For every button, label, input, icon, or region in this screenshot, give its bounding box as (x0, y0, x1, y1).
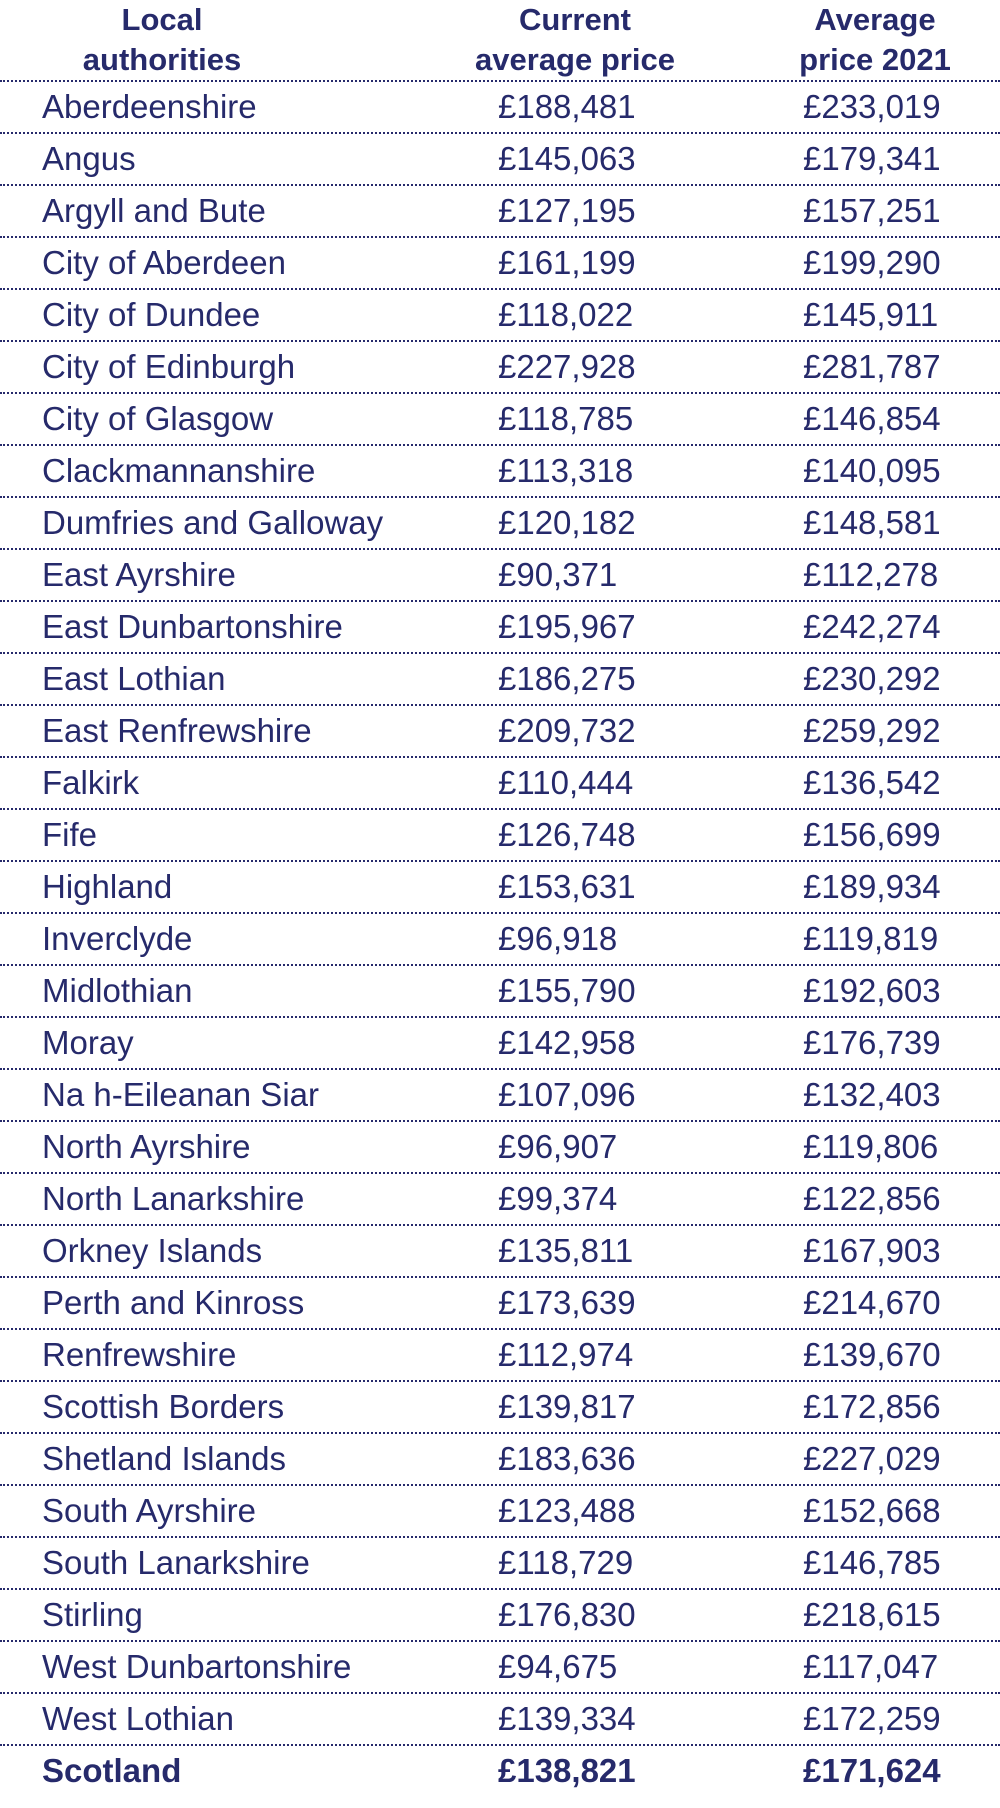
table-row (0, 1226, 1000, 1278)
table-row (0, 1278, 1000, 1330)
price-2021-cell: £119,819 (803, 920, 939, 957)
table-row (0, 1694, 1000, 1746)
price-2021-cell: £192,603 (803, 972, 941, 1009)
header-line: Average (814, 2, 936, 37)
authority-cell: West Dunbartonshire (42, 1648, 352, 1685)
table-total-row (0, 1746, 1000, 1796)
price-2021-cell: £199,290 (803, 244, 941, 281)
table-row (0, 82, 1000, 134)
table-row (0, 1122, 1000, 1174)
authority-cell: North Lanarkshire (42, 1180, 305, 1217)
table-row (0, 862, 1000, 914)
header-line: Current (519, 2, 631, 37)
current-price-cell: £145,063 (498, 140, 636, 177)
current-price-cell: £123,488 (498, 1492, 636, 1529)
price-2021-cell: £152,668 (803, 1492, 941, 1529)
table-row (0, 134, 1000, 186)
price-2021-cell: £117,047 (803, 1648, 939, 1685)
current-price-cell: £118,785 (498, 400, 634, 437)
current-price-cell: £135,811 (498, 1232, 634, 1269)
current-price-cell: £155,790 (498, 972, 636, 1009)
current-price-cell: £126,748 (498, 816, 636, 853)
table-row (0, 1590, 1000, 1642)
current-price-cell: £188,481 (498, 88, 636, 125)
current-price-cell: £227,928 (498, 348, 636, 385)
price-2021-cell: £146,854 (803, 400, 941, 437)
table-row (0, 446, 1000, 498)
table-row (0, 914, 1000, 966)
price-2021-cell: £230,292 (803, 660, 941, 697)
table-row (0, 1018, 1000, 1070)
table-row (0, 394, 1000, 446)
table-row (0, 706, 1000, 758)
authority-cell: Midlothian (42, 972, 193, 1009)
price-2021-cell: £157,251 (803, 192, 941, 229)
authority-cell: South Ayrshire (42, 1492, 257, 1529)
table-row (0, 810, 1000, 862)
price-2021-cell: £172,259 (803, 1700, 941, 1737)
table-row (0, 1538, 1000, 1590)
table-row (0, 966, 1000, 1018)
table-row (0, 654, 1000, 706)
price-2021-cell: £214,670 (803, 1284, 941, 1321)
price-2021-cell: £227,029 (803, 1440, 941, 1477)
table-row (0, 1070, 1000, 1122)
authority-cell: Orkney Islands (42, 1232, 263, 1269)
authority-cell: Stirling (42, 1596, 143, 1633)
authority-cell: City of Edinburgh (42, 348, 296, 385)
header-line: average price (475, 42, 675, 77)
price-2021-cell: £172,856 (803, 1388, 941, 1425)
authority-cell: West Lothian (42, 1700, 235, 1737)
price-2021-cell: £145,911 (803, 296, 939, 333)
table-row (0, 602, 1000, 654)
authority-cell: East Lothian (42, 660, 226, 697)
header-current-average-price (455, 0, 695, 80)
authority-cell: Clackmannanshire (42, 452, 316, 489)
current-price-cell: £127,195 (498, 192, 636, 229)
current-price-cell: £195,967 (498, 608, 636, 645)
current-price-cell: £173,639 (498, 1284, 636, 1321)
price-2021-cell: £259,292 (803, 712, 941, 749)
authority-cell: Perth and Kinross (42, 1284, 305, 1321)
table-row (0, 1330, 1000, 1382)
current-price-cell: £161,199 (498, 244, 636, 281)
price-2021-cell: £132,403 (803, 1076, 941, 1113)
current-price-cell: £120,182 (498, 504, 636, 541)
table-body (0, 82, 1000, 1796)
table-row (0, 758, 1000, 810)
authority-cell: Highland (42, 868, 173, 905)
price-2021-cell: £281,787 (803, 348, 941, 385)
table-row (0, 498, 1000, 550)
header-local-authorities (42, 0, 282, 80)
authority-cell: Moray (42, 1024, 134, 1061)
price-2021-cell: £179,341 (803, 140, 941, 177)
authority-cell: Aberdeenshire (42, 88, 257, 125)
table-row (0, 550, 1000, 602)
authority-cell: Dumfries and Galloway (42, 504, 384, 541)
current-price-cell: £183,636 (498, 1440, 636, 1477)
authority-cell: Inverclyde (42, 920, 193, 957)
authority-cell: Falkirk (42, 764, 140, 801)
table-row (0, 1486, 1000, 1538)
price-2021-cell: £146,785 (803, 1544, 941, 1581)
price-2021-cell: £167,903 (803, 1232, 941, 1269)
table-row (0, 1434, 1000, 1486)
authority-cell: Angus (42, 140, 136, 177)
price-2021-cell: £171,624 (803, 1752, 941, 1789)
authority-cell: Argyll and Bute (42, 192, 266, 229)
current-price-cell: £153,631 (498, 868, 636, 905)
current-price-cell: £107,096 (498, 1076, 636, 1113)
table-row (0, 1642, 1000, 1694)
table-header (0, 0, 1000, 82)
price-2021-cell: £140,095 (803, 452, 941, 489)
authority-cell: Scotland (42, 1752, 182, 1789)
current-price-cell: £138,821 (498, 1752, 636, 1789)
current-price-cell: £113,318 (498, 452, 634, 489)
price-2021-cell: £148,581 (803, 504, 941, 541)
price-2021-cell: £156,699 (803, 816, 941, 853)
current-price-cell: £118,729 (498, 1544, 634, 1581)
table-row (0, 186, 1000, 238)
price-2021-cell: £218,615 (803, 1596, 941, 1633)
authority-cell: East Renfrewshire (42, 712, 312, 749)
current-price-cell: £90,371 (498, 556, 618, 593)
current-price-cell: £96,918 (498, 920, 618, 957)
table-row (0, 1174, 1000, 1226)
authority-cell: City of Aberdeen (42, 244, 286, 281)
price-2021-cell: £139,670 (803, 1336, 941, 1373)
current-price-cell: £186,275 (498, 660, 636, 697)
authority-cell: Na h-Eileanan Siar (42, 1076, 319, 1113)
price-2021-cell: £136,542 (803, 764, 941, 801)
current-price-cell: £176,830 (498, 1596, 636, 1633)
authority-cell: North Ayrshire (42, 1128, 251, 1165)
current-price-cell: £99,374 (498, 1180, 618, 1217)
authority-cell: East Ayrshire (42, 556, 236, 593)
table-row (0, 290, 1000, 342)
table-row (0, 1382, 1000, 1434)
table-row (0, 238, 1000, 290)
authority-cell: City of Glasgow (42, 400, 274, 437)
header-line: authorities (82, 42, 242, 77)
table-row (0, 342, 1000, 394)
current-price-cell: £139,817 (498, 1388, 636, 1425)
price-2021-cell: £189,934 (803, 868, 941, 905)
header-line: price 2021 (799, 42, 951, 77)
current-price-cell: £139,334 (498, 1700, 636, 1737)
header-line: Local (121, 2, 203, 37)
current-price-cell: £96,907 (498, 1128, 618, 1165)
price-2021-cell: £176,739 (803, 1024, 941, 1061)
authority-cell: South Lanarkshire (42, 1544, 310, 1581)
authority-cell: Shetland Islands (42, 1440, 287, 1477)
price-2021-cell: £119,806 (803, 1128, 939, 1165)
current-price-cell: £118,022 (498, 296, 634, 333)
header-average-price-2021 (775, 0, 975, 80)
price-2021-cell: £112,278 (803, 556, 939, 593)
price-2021-cell: £242,274 (803, 608, 941, 645)
authority-cell: City of Dundee (42, 296, 261, 333)
current-price-cell: £209,732 (498, 712, 636, 749)
authority-cell: Scottish Borders (42, 1388, 285, 1425)
current-price-cell: £142,958 (498, 1024, 636, 1061)
current-price-cell: £94,675 (498, 1648, 618, 1685)
current-price-cell: £112,974 (498, 1336, 634, 1373)
authority-cell: East Dunbartonshire (42, 608, 343, 645)
price-2021-cell: £233,019 (803, 88, 941, 125)
authority-cell: Renfrewshire (42, 1336, 237, 1373)
price-2021-cell: £122,856 (803, 1180, 941, 1217)
authority-cell: Fife (42, 816, 98, 853)
current-price-cell: £110,444 (498, 764, 634, 801)
